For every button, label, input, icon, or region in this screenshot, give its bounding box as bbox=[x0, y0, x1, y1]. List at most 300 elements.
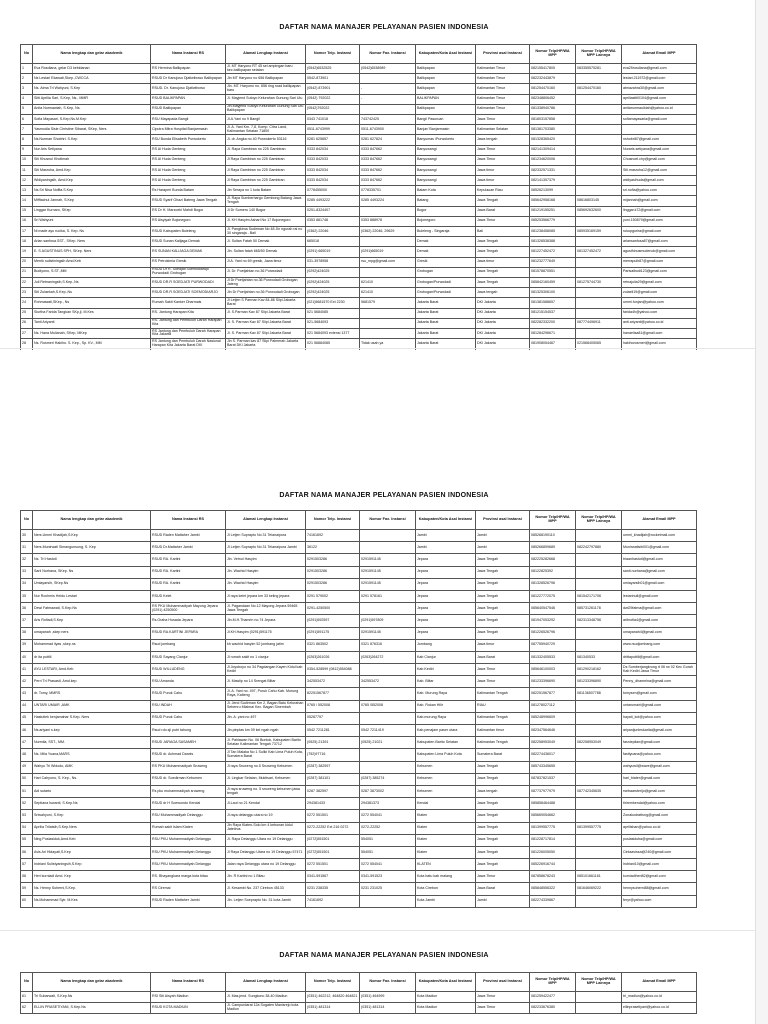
cell-kabupaten: Jepara bbox=[416, 578, 476, 590]
cell-fax bbox=[360, 104, 416, 114]
cell-fax: (0542)6538989 bbox=[360, 64, 416, 74]
cell-hp-lain bbox=[576, 566, 622, 578]
cell-no: 51 bbox=[21, 785, 33, 797]
cell-fax: 0272-22252 bbox=[360, 822, 416, 834]
cell-alamat: Jl. Mawlip no 14 Srengat Blitar bbox=[226, 676, 306, 688]
cell-no: 32 bbox=[21, 554, 33, 566]
cell-hp-lain bbox=[576, 288, 622, 298]
cell-alamat: Jln.Mayjend Sutoyo Kelurahan Gunung Sari Ulu Balikpapan bbox=[226, 104, 306, 114]
cell-hp-mpp: 081328538388 bbox=[530, 237, 576, 247]
cell-provinsi: DKI Jakarta bbox=[476, 318, 530, 328]
cell-kabupaten: Balikpapan bbox=[416, 104, 476, 114]
cell-provinsi: Jawa timur bbox=[476, 165, 530, 175]
cell-fax: - bbox=[360, 94, 416, 104]
cell-instansi: RSU PKU Muhammadiyah Delanggu bbox=[151, 846, 226, 858]
cell-provinsi: Jawa Tengah bbox=[476, 196, 530, 206]
cell-email: tri_madiun@yahoo.co.id bbox=[622, 992, 697, 1003]
cell-email: farida4h@yahoo.com bbox=[622, 308, 697, 318]
cell-instansi: RS Al Huda Genteng bbox=[151, 176, 226, 186]
cell-telp: 0285 4493222 bbox=[306, 196, 360, 206]
cell-nama: Siti Zulaekah,S.Kep.,Ns bbox=[33, 288, 151, 298]
viewer-scrollbar-track[interactable] bbox=[755, 0, 768, 1024]
cell-alamat: Jl. A. Yani no. 497, Puruk Cahu Kab. Murung Raya, Kalteng bbox=[226, 688, 306, 700]
table-row bbox=[21, 216, 697, 226]
cell-no: 9 bbox=[21, 145, 33, 155]
cell-no: 57 bbox=[21, 859, 33, 871]
cell-nama: Perri Tri Prasasti, Amd.kep bbox=[33, 676, 151, 688]
cell-email: rsebaarsterijo@gmail.com bbox=[622, 785, 697, 797]
cell-nama: Siti Masruha, Amd.Kep bbox=[33, 165, 151, 175]
cell-provinsi: Jawa timur bbox=[476, 257, 530, 267]
cell-email: Zonakodrattsng@gmail.com bbox=[622, 810, 697, 822]
cell-nama: Dewi Fatmawati, S.Kep.Ns bbox=[33, 603, 151, 615]
cell-provinsi: Jawa Tengah bbox=[476, 554, 530, 566]
cell-hp-lain bbox=[576, 74, 622, 84]
cell-hp-mpp: 081947053292 bbox=[530, 615, 576, 627]
cell-kabupaten: Kebumen bbox=[416, 773, 476, 785]
table-row bbox=[21, 186, 697, 196]
table-row bbox=[21, 676, 697, 688]
cell-alamat: Jl. KH Hasyim Ashari No 17 Bojonegoro bbox=[226, 216, 306, 226]
cell-telp: 74161692 bbox=[306, 895, 360, 907]
cell-kabupaten: Grobogan/Purwodadi bbox=[416, 288, 476, 298]
cell-kabupaten: Kab. Blitar bbox=[416, 676, 476, 688]
cell-hp-lain bbox=[576, 145, 622, 155]
cell-nama: Juli Retnaningsih,S.Kep.,Ns bbox=[33, 277, 151, 287]
cell-hp-lain: 087742345635 bbox=[576, 785, 622, 797]
cell-no: 36 bbox=[21, 603, 33, 615]
cell-telp: 021 5684085 bbox=[306, 308, 360, 318]
cell-alamat: Jl. Pagandaan No.12 Mayong Jepara 59465 Jawa Tengah bbox=[226, 603, 306, 615]
cell-alamat: Jl.KH.Hasyim (0291)591175 bbox=[226, 627, 306, 639]
cell-fax: 0333 847662 bbox=[360, 165, 416, 175]
cell-provinsi: Bali bbox=[476, 227, 530, 237]
cell-email: santi.nurhana@gmail.com bbox=[622, 566, 697, 578]
cell-nama: Ns. Tri Hastuti bbox=[33, 554, 151, 566]
cell-nama: Adi sutarto bbox=[33, 785, 151, 797]
header-nama: Nama lengkap dan gelar akademik bbox=[33, 45, 151, 64]
cell-nama: Hastutiek kenjamahar S.Kep. Ners bbox=[33, 712, 151, 724]
cell-hp-mpp: 085743345655 bbox=[530, 761, 576, 773]
cell-telp: (021)5681570 Ext 2230 bbox=[306, 298, 360, 308]
cell-nama: Ns. Rosmeri Hakiho. S. Kep., Sp. KV., MM bbox=[33, 339, 151, 349]
cell-no: 39 bbox=[21, 639, 33, 651]
cell-instansi: RS Al Huda Genteng bbox=[151, 155, 226, 165]
cell-provinsi: Kalimantan Tengah bbox=[476, 737, 530, 749]
cell-fax: 0542 7211419 bbox=[360, 725, 416, 737]
table-row bbox=[21, 639, 697, 651]
cell-provinsi: Jawa Barat bbox=[476, 651, 530, 663]
table-row bbox=[21, 328, 697, 338]
cell-hp-mpp: 082232443879 bbox=[530, 74, 576, 84]
cell-kabupaten: Kota batu kab malang bbox=[416, 871, 476, 883]
table-row bbox=[21, 627, 697, 639]
table-row bbox=[21, 237, 697, 247]
cell-hp-mpp: 087737977979 bbox=[530, 785, 576, 797]
cell-instansi: RSUD Puruk Cahu bbox=[151, 712, 226, 724]
cell-email: ellinprasetiyani@yahoo.co.id bbox=[622, 1003, 697, 1014]
cell-email: ummi_khadijah@rocketmail.com bbox=[622, 530, 697, 542]
cell-hp-mpp: 08122825392 bbox=[530, 566, 576, 578]
cell-instansi: Ciputra Mitra Hospital Banjarmasin bbox=[151, 125, 226, 135]
cell-no: 28 bbox=[21, 339, 33, 349]
cell-hp-mpp: 082348806452 bbox=[530, 94, 576, 104]
cell-kabupaten: Bangil Pasuruan bbox=[416, 114, 476, 124]
cell-hp-lain bbox=[576, 1003, 622, 1014]
cell-provinsi: Jawa Tengah bbox=[476, 798, 530, 810]
cell-email: Munirwatisib001@gmail.com bbox=[622, 542, 697, 554]
cell-hp-lain bbox=[576, 125, 622, 135]
cell-no: 8 bbox=[21, 135, 33, 145]
header-kabupaten: Kabupaten/Kota Asal Instansi bbox=[416, 45, 476, 64]
cell-email: triaanhastuti@gmail.com bbox=[622, 554, 697, 566]
cell-kabupaten: Jepara bbox=[416, 566, 476, 578]
cell-no: 54 bbox=[21, 822, 33, 834]
cell-telp: 74161692 bbox=[306, 530, 360, 542]
cell-hp-lain bbox=[576, 834, 622, 846]
cell-nama: E. S AGUSTINUS SPH, SKep. Ners bbox=[33, 247, 151, 257]
cell-telp: (0292)424025 bbox=[306, 277, 360, 287]
cell-no: 52 bbox=[21, 798, 33, 810]
cell-hp-mpp: 082282332200 bbox=[530, 318, 576, 328]
header-fax: Nomor Fax. Instansi bbox=[360, 511, 416, 530]
cell-kabupaten: Klaten bbox=[416, 846, 476, 858]
cell-hp-lain bbox=[576, 895, 622, 907]
table-row bbox=[21, 298, 697, 308]
cell-telp: 0765 / 552008 bbox=[306, 700, 360, 712]
cell-hp-mpp: 081278027112 bbox=[530, 700, 576, 712]
cell-email: ummi.funjan@yahoo.com bbox=[622, 298, 697, 308]
cell-hp-lain bbox=[576, 700, 622, 712]
cell-hp-mpp: 081908054467 bbox=[530, 339, 576, 349]
cell-telp: (0291) 665019 bbox=[306, 247, 360, 257]
cell-fax: 0291591145 bbox=[360, 578, 416, 590]
cell-kabupaten: Kabupaten Lima Puluh Kota bbox=[416, 749, 476, 761]
cell-hp-mpp: 08526213099 bbox=[530, 186, 576, 196]
cell-no: 37 bbox=[21, 615, 33, 627]
cell-email: aribrofia4@gmail.com bbox=[622, 615, 697, 627]
header-nama: Nama lengkap dan gelar akademik bbox=[33, 973, 151, 992]
cell-no: 12 bbox=[21, 176, 33, 186]
cell-kabupaten: Kota Madiun bbox=[416, 992, 476, 1003]
cell-nama: Ns.Mohammad Syir. M.Kes bbox=[33, 895, 151, 907]
cell-kabupaten: Kebumen bbox=[416, 785, 476, 797]
cell-fax: 554051 bbox=[360, 834, 416, 846]
cell-provinsi: Kalimantan Timur bbox=[476, 74, 530, 84]
cell-nama: Merrik sulistiningsih Amd.Keb bbox=[33, 257, 151, 267]
cell-telp: (0542) 873901 bbox=[306, 84, 360, 94]
table-row bbox=[21, 267, 697, 277]
cell-telp: 0291-4250500 bbox=[306, 603, 360, 615]
cell-instansi: RS PKU Muhammadiyah Sruweng bbox=[151, 761, 226, 773]
cell-fax: 0231 231025 bbox=[360, 883, 416, 895]
cell-nama: Anita Nurmawiah, S.Kep, Ns. bbox=[33, 104, 151, 114]
cell-provinsi: Jawa timur bbox=[476, 639, 530, 651]
header-alamat: Alamat Lengkap Instansi bbox=[226, 45, 306, 64]
cell-fax: 0353 888978 bbox=[360, 216, 416, 226]
cell-kabupaten: Balikpapan bbox=[416, 64, 476, 74]
cell-kabupaten: Jakarta Barat bbox=[416, 318, 476, 328]
cell-nama: Widiyaningsih, Amd.Kep bbox=[33, 176, 151, 186]
cell-fax: 294381373 bbox=[360, 798, 416, 810]
cell-provinsi: Jambi bbox=[476, 542, 530, 554]
cell-hp-lain bbox=[576, 176, 622, 186]
cell-provinsi: Jawa Tengah bbox=[476, 773, 530, 785]
cell-hp-mpp: 082274436017 bbox=[530, 749, 576, 761]
header-nama: Nama lengkap dan gelar akademik bbox=[33, 511, 151, 530]
table-row bbox=[21, 542, 697, 554]
cell-hp-mpp: 085669054662 bbox=[530, 810, 576, 822]
cell-kabupaten: Jombang bbox=[416, 639, 476, 651]
cell-telp: 021 5684093 extensi 1377 bbox=[306, 328, 360, 338]
cell-provinsi: Jawa Timur bbox=[476, 676, 530, 688]
table-row bbox=[21, 834, 697, 846]
cell-provinsi: Kalimantan Tengah bbox=[476, 712, 530, 724]
cell-hp-lain: 085101661161 bbox=[576, 871, 622, 883]
cell-no: 1 bbox=[21, 64, 33, 74]
cell-provinsi: DKI Jakarta bbox=[476, 328, 530, 338]
cell-alamat: Jl. Kesambi No. 237 Cirebon 45133 bbox=[226, 883, 306, 895]
cell-no: 45 bbox=[21, 712, 33, 724]
table-row bbox=[21, 145, 697, 155]
cell-hp-lain: 087774496911 bbox=[576, 318, 622, 328]
cell-alamat: Jl Letjen Suprapto No 31 Telanaipura Jambi bbox=[226, 542, 306, 554]
table-row bbox=[21, 257, 697, 267]
cell-instansi: RSUD dr. Soedirman Kebumen bbox=[151, 773, 226, 785]
cell-fax bbox=[360, 530, 416, 542]
cell-no: 16 bbox=[21, 216, 33, 226]
cell-kabupaten: Banjar/ Banjarmasin bbox=[416, 125, 476, 135]
cell-telp: 021 56884085 bbox=[306, 339, 360, 349]
header-no: No bbox=[21, 511, 33, 530]
cell-fax: 0321 876316 bbox=[360, 639, 416, 651]
cell-telp: 0272-22252 Ext 216 0272 bbox=[306, 822, 360, 834]
cell-kabupaten: Jepara bbox=[416, 603, 476, 615]
cell-hp-mpp: 082251567877 bbox=[530, 688, 576, 700]
cell-provinsi: Jawa Tengah bbox=[476, 615, 530, 627]
cell-hp-mpp: 081578870551 bbox=[530, 267, 576, 277]
cell-no: 27 bbox=[21, 328, 33, 338]
cell-kabupaten: Banyuwangi bbox=[416, 176, 476, 186]
cell-hp-lain bbox=[576, 94, 622, 104]
cell-hp-lain: 081646069222 bbox=[576, 883, 622, 895]
page-title: DAFTAR NAMA MANAJER PELAYANAN PASIEN INDONESIA bbox=[279, 492, 489, 499]
cell-fax bbox=[360, 237, 416, 247]
table-row bbox=[21, 277, 697, 287]
cell-nama: Nurmila, SST., MM. bbox=[33, 737, 151, 749]
cell-telp: (0291)592597 bbox=[306, 615, 360, 627]
cell-hp-lain: 081399557775 bbox=[576, 822, 622, 834]
cell-nama: Nur Aris Setiyana bbox=[33, 145, 151, 155]
cell-alamat: Jl. MT Haryono RT 45 sei ampingan baru kec.balikpapan selatan bbox=[226, 64, 306, 74]
cell-instansi: RS SUNAN KALIJAGA DEMAK bbox=[151, 247, 226, 257]
cell-no: 62 bbox=[21, 1003, 33, 1014]
cell-fax: 0281 627824 bbox=[360, 135, 416, 145]
cell-provinsi: Kalimantan Timur bbox=[476, 94, 530, 104]
cell-alamat: Jl. Mayjend Sutoyo Kelurahan Gunung Sari Ulu bbox=[226, 94, 306, 104]
cell-no: 2 bbox=[21, 74, 33, 84]
cell-no: 41 bbox=[21, 664, 33, 676]
cell-telp: 05287797 bbox=[306, 712, 360, 724]
cell-no: 6 bbox=[21, 114, 33, 124]
cell-fax: 743742425 bbox=[360, 114, 416, 124]
cell-alamat: Jln. Wachid Hasyim bbox=[226, 578, 306, 590]
cell-nama: dr. Tomy, MMRS bbox=[33, 688, 151, 700]
cell-hp-lain bbox=[576, 712, 622, 724]
cell-alamat: Jl A. Yani no 69 gresik, Jawa timur bbox=[226, 257, 306, 267]
cell-email: umayanah4@gmail.com bbox=[622, 627, 697, 639]
cell-no: 56 bbox=[21, 846, 33, 858]
table-row bbox=[21, 761, 697, 773]
cell-instansi: Rs Haraperi Bunda Batam bbox=[151, 186, 226, 196]
cell-instansi: RSUD RA. Kartini bbox=[151, 578, 226, 590]
cell-hp-lain: 021568405065 bbox=[576, 339, 622, 349]
cell-hp-mpp: 082141309414 bbox=[530, 145, 576, 155]
cell-alamat: Jl.raya delanggu utara no 19 bbox=[226, 810, 306, 822]
cell-fax: 0341-591523 bbox=[360, 871, 416, 883]
cell-email: sri.nofia@yahoo.com bbox=[622, 186, 697, 196]
cell-no: 46 bbox=[21, 725, 33, 737]
cell-kabupaten: Batam Kota bbox=[416, 186, 476, 196]
cell-provinsi: Sumatera Barat bbox=[476, 749, 530, 761]
cell-alamat: Jl. dr. Angka no 40 Purwokerto 53116 bbox=[226, 135, 306, 145]
cell-fax: - bbox=[360, 84, 416, 94]
cell-hp-mpp: 087837821537 bbox=[530, 773, 576, 785]
cell-email: Indriani10@gmail.com bbox=[622, 859, 697, 871]
cell-email: untarumairi@gmail.com bbox=[622, 700, 697, 712]
cell-telp: (0272)551501 bbox=[306, 846, 360, 858]
table-row bbox=[21, 871, 697, 883]
cell-kabupaten: Banyuwangi bbox=[416, 145, 476, 155]
cell-provinsi: Jawa Tengah bbox=[476, 237, 530, 247]
header-no: No bbox=[21, 973, 33, 992]
cell-telp: (0351) 462212, 464820 464821 bbox=[306, 992, 360, 1003]
cell-kabupaten: Kabupaten Barito Selatan bbox=[416, 737, 476, 749]
cell-hp-mpp: 081381703380 bbox=[530, 125, 576, 135]
header-hp-mpp: Nomor Telp/HP/WA MPP bbox=[530, 973, 576, 992]
cell-hp-lain bbox=[576, 578, 622, 590]
cell-hp-lain: 081233396890 bbox=[576, 676, 622, 688]
cell-email: lestari.211972@gmail.com bbox=[622, 74, 697, 84]
cell-email: dwi29fatma@gmail.com bbox=[622, 603, 697, 615]
cell-telp: 665018 bbox=[306, 237, 360, 247]
cell-telp: 031-3978958 bbox=[306, 257, 360, 267]
table-row bbox=[21, 104, 697, 114]
cell-email: tomysen@gmail.com bbox=[622, 688, 697, 700]
cell-no: 40 bbox=[21, 651, 33, 663]
cell-kabupaten: Kab Kediri bbox=[416, 664, 476, 676]
cell-email: atmazahra30@gmail.com bbox=[622, 84, 697, 94]
cell-fax bbox=[360, 74, 416, 84]
cell-no: 53 bbox=[21, 810, 33, 822]
cell-email: hakihorosmeri@gmail.com bbox=[622, 339, 697, 349]
cell-instansi: RSUD Puruk Cahu bbox=[151, 688, 226, 700]
cell-alamat: Jln Seraya no 1 kota Batam bbox=[226, 186, 306, 196]
cell-hp-mpp: 081803157858 bbox=[530, 114, 576, 124]
cell-nama: Nur Rochmis Heidu Lestari bbox=[33, 590, 151, 602]
cell-provinsi: Jawa Tengah bbox=[476, 590, 530, 602]
cell-email: hennysuherni88@gmail.com bbox=[622, 883, 697, 895]
cell-provinsi: Jawa Tengah bbox=[476, 846, 530, 858]
cell-instansi: RSUD Raden Mattaher Jambi bbox=[151, 530, 226, 542]
cell-alamat: Jl. A. Yani Km. 7,8, Komp. Citra Land, Kalimantan Selatan 71800 bbox=[226, 125, 306, 135]
cell-provinsi: Jawa Tengah bbox=[476, 627, 530, 639]
cell-instansi: RSUD Sayang Cianjur bbox=[151, 651, 226, 663]
cell-hp-lain: 081542171706 bbox=[576, 590, 622, 602]
cell-fax: 0333 847662 bbox=[360, 145, 416, 155]
table-row bbox=[21, 846, 697, 858]
cell-instansi: RS. Jantung Harapan Kita bbox=[151, 308, 226, 318]
cell-instansi: RS Jantung dan Pembuluh Darah Harapan Kita Jakarta bbox=[151, 328, 226, 338]
cell-kabupaten: Bojonegoro bbox=[416, 216, 476, 226]
cell-no: 60 bbox=[21, 895, 33, 907]
cell-fax: 0333 847662 bbox=[360, 155, 416, 165]
cell-alamat: Jln. Wachid Hasyim bbox=[226, 566, 306, 578]
cell-no: 20 bbox=[21, 257, 33, 267]
cell-telp: (0272)551501 bbox=[306, 834, 360, 846]
cell-instansi: RS Ciremai bbox=[151, 883, 226, 895]
cell-kabupaten: Jepara bbox=[416, 554, 476, 566]
cell-hp-mpp: 085858464488 bbox=[530, 798, 576, 810]
cell-fax: (0287) 385274 bbox=[360, 773, 416, 785]
cell-alamat: Jl raya sruweng no. 5 sruweng kebumen jawa tengah bbox=[226, 785, 306, 797]
cell-alamat: Jln. Letjen Soeprapto No. 31 kota Jambi bbox=[226, 895, 306, 907]
cell-nama: Aprilia Trilatsih,S.Kep.Ners bbox=[33, 822, 151, 834]
cell-hp-lain bbox=[576, 237, 622, 247]
cell-fax: 0511-6743900 bbox=[360, 125, 416, 135]
cell-kabupaten: Jepara bbox=[416, 615, 476, 627]
cell-hp-lain bbox=[576, 554, 622, 566]
cell-hp-mpp: 082274339867 bbox=[530, 895, 576, 907]
cell-nama: Ns. Hana Mulianah, SKep, MKep bbox=[33, 328, 151, 338]
cell-no: 55 bbox=[21, 834, 33, 846]
page-title: DAFTAR NAMA MANAJER PELAYANAN PASIEN INDONESIA bbox=[279, 952, 489, 959]
cell-hp-lain: 081327452472 bbox=[576, 247, 622, 257]
cell-no: 48 bbox=[21, 749, 33, 761]
cell-hp-mpp: 081284296671 bbox=[530, 328, 576, 338]
cell-instansi: RS Aisyiyah Bojonegoro bbox=[151, 216, 226, 226]
cell-fax bbox=[360, 328, 416, 338]
cell-hp-lain bbox=[576, 267, 622, 277]
cell-instansi: RSUD Sunan Kalijaga Demak bbox=[151, 237, 226, 247]
cell-telp: 0272 551501 bbox=[306, 810, 360, 822]
cell-hp-mpp: 082332571331 bbox=[530, 165, 576, 175]
cell-nama: Ni made ayu rucika, S. Kep. Ns bbox=[33, 227, 151, 237]
cell-alamat: Jl. S. Parman Kav 87 Slipi Jakarta Barat bbox=[226, 318, 306, 328]
cell-provinsi: Jawa Tengah bbox=[476, 761, 530, 773]
cell-hp-lain bbox=[576, 725, 622, 737]
cell-fax: (0362) 22046, 29629 bbox=[360, 227, 416, 237]
cell-hp-lain: 082258953049 bbox=[576, 737, 622, 749]
cell-hp-mpp: 081226526796 bbox=[530, 627, 576, 639]
manager-table-1 bbox=[20, 44, 697, 359]
cell-hp-lain: 082242797880 bbox=[576, 542, 622, 554]
cell-nama: Ns.Nurman Shobhri. S.Kep bbox=[33, 135, 151, 145]
cell-nama: Ning Puslasiduk,Amd.Keb bbox=[33, 834, 151, 846]
table-row bbox=[21, 155, 697, 165]
cell-provinsi: Jawa tengah bbox=[476, 785, 530, 797]
cell-alamat: Jl. Sultan Fatah 50 Demak bbox=[226, 237, 306, 247]
cell-nama: Ners.Munirwati Simangunsong, S. Kep bbox=[33, 542, 151, 554]
cell-email: Ds Sumberjangkrung rt 06 rw 02 Kec Gurah Kab Kediri Jawa Timur bbox=[622, 664, 697, 676]
cell-email: agusthinusmudenok@gmail.com bbox=[622, 247, 697, 257]
cell-instansi: RSUD Balikpapan bbox=[151, 104, 226, 114]
cell-no: 13 bbox=[21, 186, 33, 196]
cell-hp-mpp: 081254470160 bbox=[530, 84, 576, 94]
table-header-row bbox=[21, 973, 697, 992]
cell-hp-mpp: 085226916744 bbox=[530, 859, 576, 871]
cell-hp-lain bbox=[576, 992, 622, 1003]
